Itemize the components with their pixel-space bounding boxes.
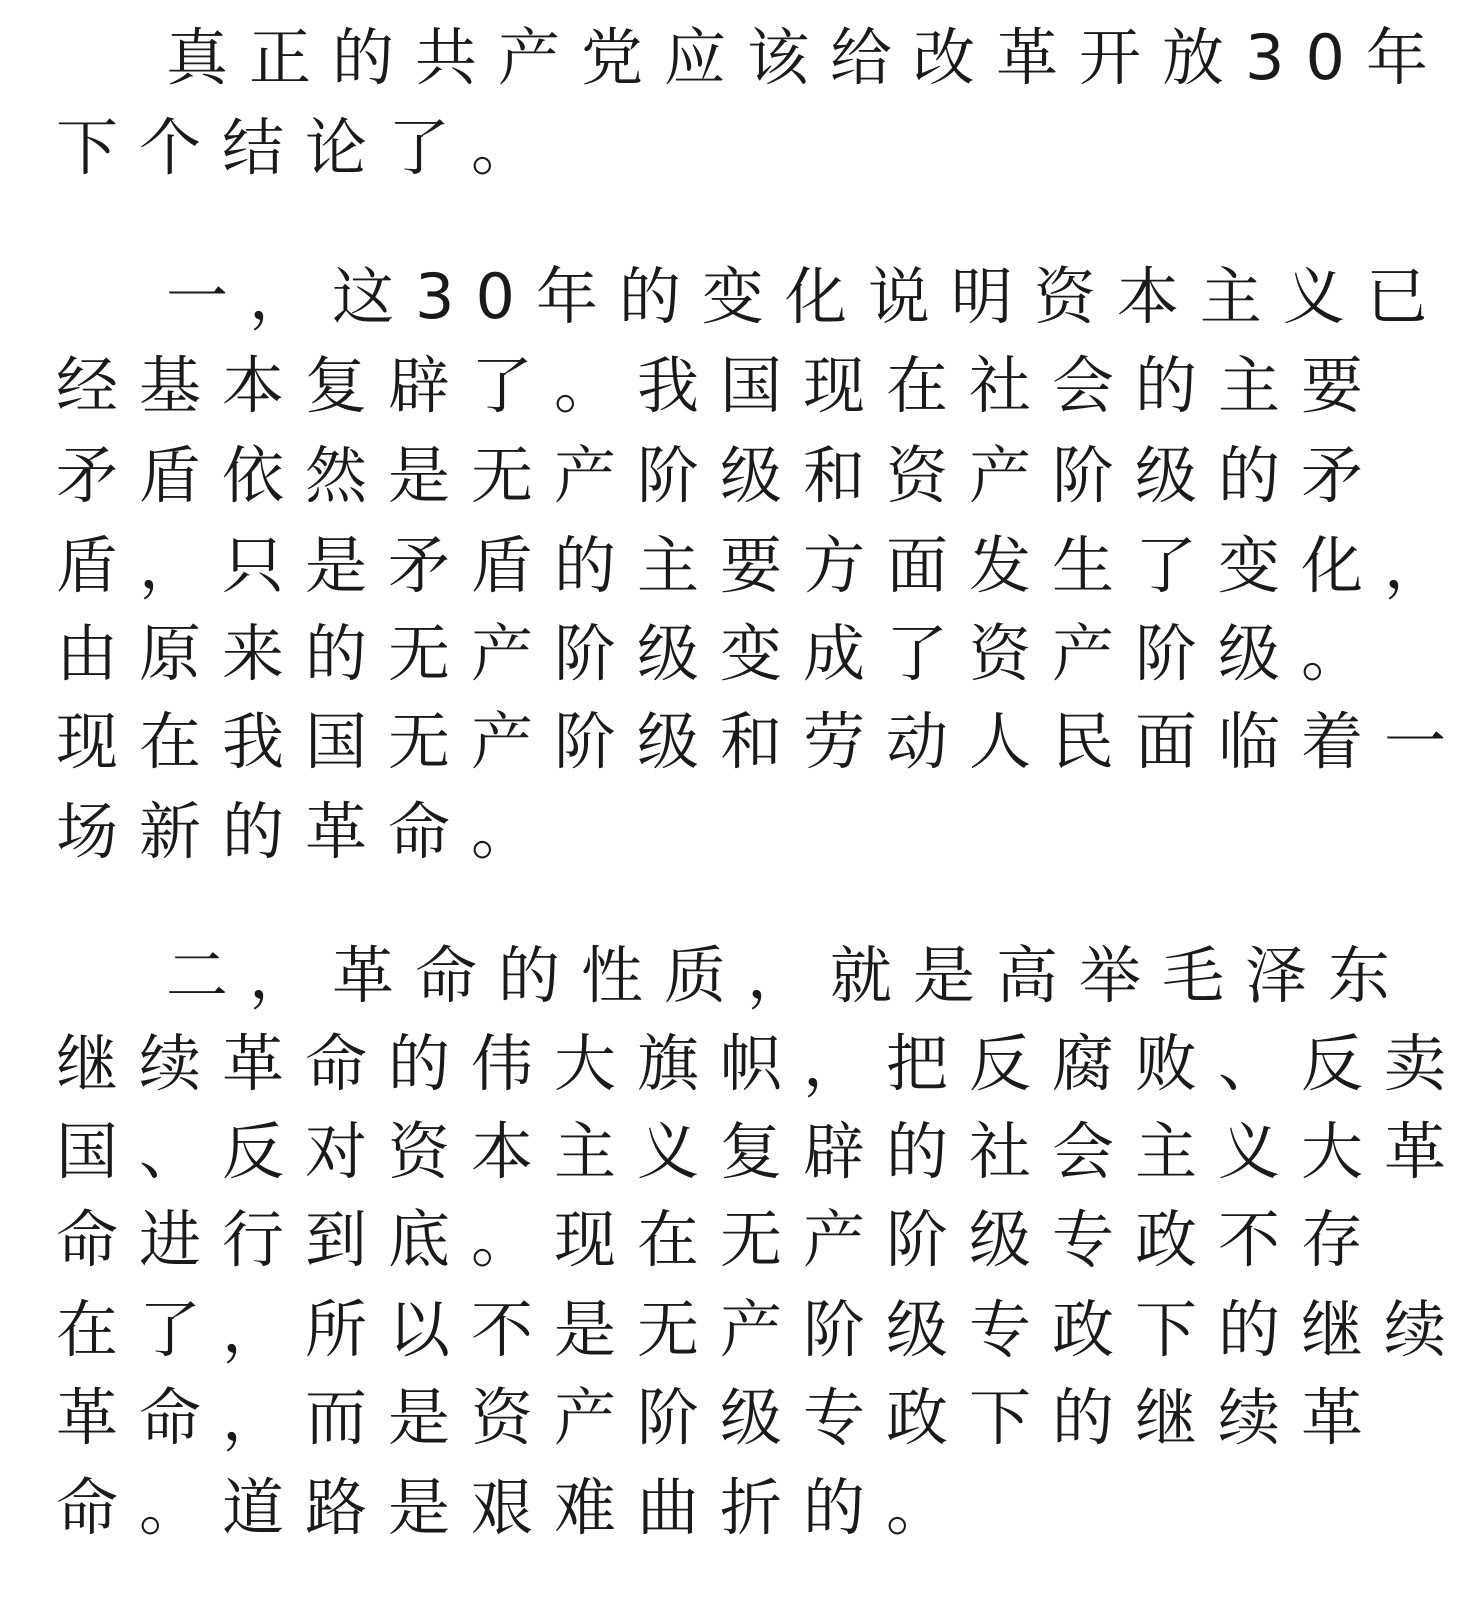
paragraph-2-line-3: 矛盾依然是无产阶级和资产阶级的矛 [56,439,1385,512]
paragraph-3-line-3: 国、反对资本主义复辟的社会主义大革 [56,1115,1467,1188]
paragraph-3-line-6: 革命，而是资产阶级专政下的继续革 [56,1381,1385,1454]
paragraph-3-line-2: 继续革命的伟大旗帜，把反腐败、反卖 [56,1027,1467,1100]
paragraph-3-line-7: 命。道路是艰难曲折的。 [56,1471,970,1544]
paragraph-2-line-7: 场新的革命。 [56,795,555,868]
paragraph-3-line-1: 二，革命的性质，就是高举毛泽东 [166,939,1412,1012]
paragraph-2-line-2: 经基本复辟了。我国现在社会的主要 [56,349,1385,422]
paragraph-2-line-1: 一，这30年的变化说明资本主义已 [166,260,1449,333]
paragraph-3-line-5: 在了，所以不是无产阶级专政下的继续 [56,1293,1467,1366]
paragraph-1-line-2: 下个结论了。 [56,111,555,184]
paragraph-1-line-1: 真正的共产党应该给改革开放30年 [166,21,1449,94]
paragraph-3-line-4: 命进行到底。现在无产阶级专政不存 [56,1203,1385,1276]
paragraph-2-line-5: 由原来的无产阶级变成了资产阶级。 [56,617,1385,690]
paragraph-2-line-4: 盾，只是矛盾的主要方面发生了变化， [56,529,1467,602]
paragraph-2-line-6: 现在我国无产阶级和劳动人民面临着一 [56,705,1467,778]
